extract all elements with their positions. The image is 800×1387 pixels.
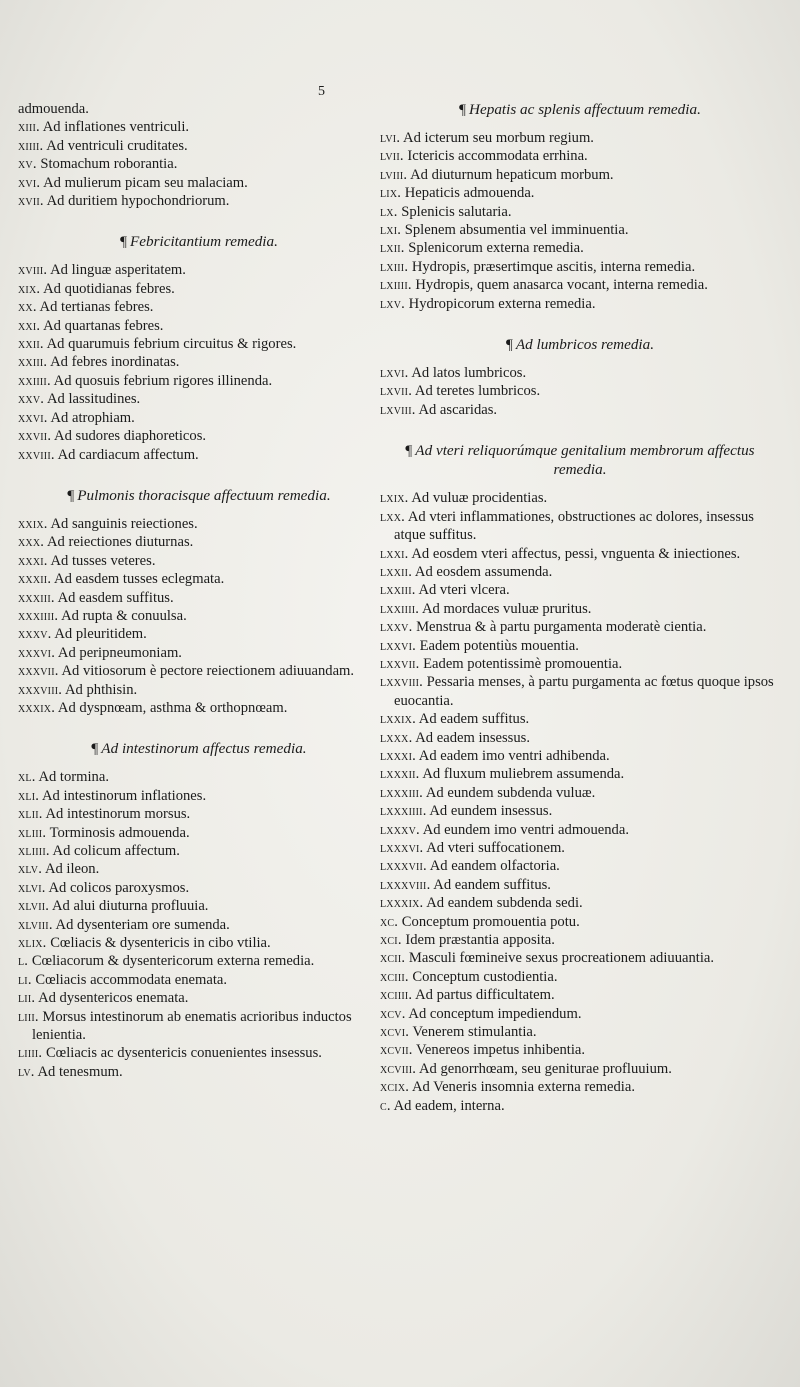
entry-number: xv. (18, 156, 37, 173)
index-entry (18, 768, 380, 786)
section-heading-text: Ad intestinorum affectus remedia. (101, 740, 307, 758)
index-entry (380, 295, 780, 313)
index-entry (18, 805, 380, 823)
entry-text: Ad vuluæ procidentias. (411, 490, 548, 507)
index-entry (380, 839, 780, 857)
entry-number: xvii. (18, 193, 44, 210)
section-heading (18, 232, 380, 251)
index-entry (18, 1008, 380, 1045)
entry-number: xxxvi. (18, 644, 56, 661)
index-entry (18, 989, 380, 1007)
index-entry (380, 545, 780, 563)
entry-number: xcvii. (380, 1042, 413, 1059)
entry-text: Ad quotidianas febres. (43, 280, 175, 297)
index-entry (380, 784, 780, 802)
index-entry (18, 353, 380, 371)
index-entry (380, 857, 780, 875)
entry-text: Ad mordaces vuluæ pruritus. (421, 600, 592, 617)
entry-number: lv. (18, 1063, 35, 1080)
entry-number: xcvi. (380, 1024, 410, 1041)
index-entry (380, 147, 780, 165)
index-entry (18, 372, 380, 390)
entry-number: xcii. (380, 950, 406, 967)
section-gap (18, 717, 380, 739)
index-entry (380, 710, 780, 728)
index-entry (18, 699, 380, 717)
index-entry (380, 239, 780, 257)
entry-number: xxxviii. (18, 681, 63, 698)
entry-text: Ad eadem insessus. (415, 729, 530, 746)
index-entry (380, 949, 780, 967)
entry-text: Cœliacis & dysentericis in cibo vtilia. (50, 935, 271, 952)
entry-text: Ad phthisin. (64, 681, 138, 698)
entry-number: xlv. (18, 861, 43, 878)
entry-text: Ad peripneumoniam. (57, 644, 182, 661)
index-entry (380, 673, 780, 710)
entry-text: Hydropis, quem anasarca vocant, interna remedia. (415, 277, 708, 294)
entry-number: xviii. (18, 262, 48, 279)
entry-number: xliii. (18, 824, 47, 841)
index-entry (18, 952, 380, 970)
entry-text: Pessaria menses, à partu purgamenta ac fœtus quoque ipsos euocantia. (394, 674, 774, 709)
entry-number: xxi. (18, 317, 41, 334)
entry-number: lxvii. (380, 383, 413, 400)
entry-number: xxiii. (18, 354, 48, 371)
entry-text: Splenem absumentia vel imminuentia. (404, 222, 629, 239)
entry-text: Ad sudores diaphoreticos. (54, 428, 207, 445)
entry-number: lvi. (380, 130, 401, 146)
index-entry (380, 563, 780, 581)
section-gap (380, 479, 780, 489)
entry-text: Ad dyspnœam, asthma & orthopnœam. (57, 699, 288, 716)
entry-text: Venerem stimulantia. (412, 1024, 537, 1041)
entry-text: Menstrua & à partu purgamenta moderatè cientia. (416, 619, 707, 636)
entry-number: lxxxvi. (380, 840, 424, 856)
entry-number: xciii. (380, 968, 409, 985)
entry-number: xl. (18, 769, 36, 786)
index-entry (380, 1023, 780, 1041)
entry-number: xxxi. (18, 552, 48, 569)
entry-text: Ad linguæ asperitatem. (50, 262, 186, 279)
index-entry (380, 802, 780, 820)
pilcrow-icon: ¶ (405, 442, 413, 460)
entry-number: lxxxix. (380, 895, 424, 912)
entry-number: xlvi. (18, 879, 46, 896)
index-entry (380, 489, 780, 507)
section-gap (380, 419, 780, 441)
entry-text: Ad febres inordinatas. (50, 354, 180, 371)
index-entry (18, 552, 380, 570)
entry-text: Ad quartanas febres. (43, 317, 164, 334)
section-gap (18, 210, 380, 232)
section-heading (18, 739, 380, 758)
entry-number: xiii. (18, 119, 40, 136)
entry-number: xxix. (18, 515, 48, 532)
index-entry (380, 821, 780, 839)
entry-text: Ad vteri inflammationes, obstructiones ac dolores, insessus atque suffitus. (394, 508, 754, 544)
section-gap (380, 354, 780, 364)
entry-text: Ad lassitudines. (46, 391, 141, 408)
entry-text: Masculi fœmineive sexus procreationem adiuuantia. (408, 950, 715, 967)
index-entry (380, 581, 780, 599)
entry-number: lxxxviii. (380, 876, 431, 893)
index-entry (380, 765, 780, 783)
entry-text: Hepaticis admouenda. (404, 185, 535, 202)
index-entry (18, 916, 380, 934)
entry-text: Hydropicorum externa remedia. (408, 295, 596, 312)
entry-text: Idem præstantia apposita. (405, 932, 555, 949)
entry-text: Ad alui diuturna profluuia. (52, 898, 209, 915)
entry-text: Ad eosdem assumenda. (414, 563, 553, 580)
entry-number: xx. (18, 299, 37, 316)
entry-text: Ad eandem subdenda sedi. (426, 895, 583, 912)
index-entry (18, 137, 380, 155)
index-entry (380, 258, 780, 276)
entry-text: Ad dysentericos enemata. (38, 990, 189, 1007)
entry-number: lxi. (380, 222, 402, 239)
entry-number: lxxvi. (380, 637, 416, 654)
entry-number: xxxiiii. (18, 607, 59, 624)
index-entry (380, 1078, 780, 1096)
section-heading (380, 100, 780, 119)
entry-text: Ad tertianas febres. (39, 299, 154, 316)
entry-number: xxii. (18, 336, 44, 353)
entry-text: Ad teretes lumbricos. (414, 383, 541, 400)
entry-text: Ad diuturnum hepaticum morbum. (410, 166, 614, 183)
index-entry (18, 515, 380, 533)
entry-number: xli. (18, 787, 40, 804)
entry-number: lxviii. (380, 401, 416, 418)
entry-number: lxxviii. (380, 674, 424, 691)
section-gap (380, 313, 780, 335)
section-heading-text: Ad vteri reliquorúmque genitalium membrorum affectus remedia. (415, 442, 755, 479)
index-entry (380, 508, 780, 545)
pilcrow-icon: ¶ (505, 336, 513, 354)
entry-text: Torminosis admouenda. (49, 824, 190, 841)
section-gap (18, 758, 380, 768)
entry-number: lxxxiii. (380, 784, 424, 801)
entry-text: Hydropis, præsertimque ascitis, interna remedia. (411, 258, 696, 275)
section-gap (18, 251, 380, 261)
index-entry (18, 934, 380, 952)
entry-text: Cœliacis accommodata enemata. (35, 971, 228, 988)
entry-number: xxxii. (18, 571, 52, 588)
entry-number: lxxxiiii. (380, 803, 427, 820)
index-entry (18, 118, 380, 136)
section-heading (380, 441, 780, 479)
index-entry (18, 971, 380, 989)
pilcrow-icon: ¶ (67, 486, 75, 504)
entry-number: lxxxii. (380, 766, 420, 783)
entry-text: Ad atrophiam. (50, 409, 135, 426)
entry-number: lx. (380, 203, 398, 220)
entry-number: lxxxvii. (380, 858, 427, 875)
entry-text: Ad intestinorum morsus. (45, 806, 191, 823)
left-column (18, 100, 380, 1081)
index-entry (380, 1005, 780, 1023)
index-entry (18, 681, 380, 699)
right-column (380, 100, 780, 1115)
entry-text: Ad ascaridas. (418, 401, 498, 418)
index-entry (380, 747, 780, 765)
index-entry (18, 261, 380, 279)
entry-number: lix. (380, 185, 402, 202)
entry-text: Ad tormina. (38, 769, 109, 786)
entry-text: Ad vitiosorum è pectore reiectionem adiuuandam. (61, 663, 355, 680)
index-entry (18, 100, 380, 118)
entry-text: Ad quarumuis febrium circuitus & rigores. (46, 336, 297, 353)
entry-text: Ad rupta & conuulsa. (61, 607, 187, 624)
entry-number: xvi. (18, 174, 41, 191)
entry-text: Ad tusses veteres. (50, 552, 156, 569)
entry-text: Ad Veneris insomnia externa remedia. (411, 1079, 635, 1096)
section-heading (18, 486, 380, 505)
index-entry (18, 533, 380, 551)
entry-number: lxxxv. (380, 821, 420, 838)
index-entry (18, 174, 380, 192)
section-gap (380, 119, 780, 129)
entry-text: Ad dysenteriam ore sumenda. (55, 916, 230, 933)
entry-number: lii. (18, 990, 36, 1007)
index-entry (18, 625, 380, 643)
index-entry (18, 446, 380, 464)
entry-number: xlii. (18, 806, 43, 823)
index-entry (380, 986, 780, 1004)
entry-text: Ictericis accommodata errhina. (407, 148, 588, 165)
entry-text: Ad eadem, interna. (393, 1097, 505, 1114)
index-entry (18, 155, 380, 173)
index-entry (380, 1060, 780, 1078)
index-entry (380, 129, 780, 147)
index-entry (18, 787, 380, 805)
index-entry (380, 931, 780, 949)
entry-number: xxxiii. (18, 589, 55, 606)
entry-text: Conceptum custodientia. (412, 968, 558, 985)
entry-number: c. (380, 1097, 391, 1114)
entry-text: Ad latos lumbricos. (411, 365, 527, 382)
entry-number: xxxvii. (18, 663, 59, 680)
entry-number: l. (18, 953, 29, 970)
index-entry (18, 317, 380, 335)
section-gap (18, 464, 380, 486)
entry-text: Ad eandem olfactoria. (429, 858, 560, 875)
section-heading-text: Febricitantium remedia. (129, 233, 278, 251)
section-gap (18, 505, 380, 515)
index-entry (380, 221, 780, 239)
entry-number: xcix. (380, 1079, 410, 1096)
entry-text: Ad conceptum impediendum. (408, 1005, 582, 1022)
entry-number: xxvii. (18, 428, 52, 445)
entry-text: Eadem potentissimè promouentia. (423, 655, 623, 672)
entry-text: Ad eandem suffitus. (433, 876, 551, 893)
section-heading-text: Ad lumbricos remedia. (515, 336, 655, 354)
index-entry (380, 1097, 780, 1115)
index-entry (18, 1044, 380, 1062)
entry-number: xxxix. (18, 699, 56, 716)
section-heading-text: Pulmonis thoracisque affectuum remedia. (77, 486, 331, 504)
entry-number: xlvii. (18, 898, 50, 915)
entry-text: Ad colicos paroxysmos. (48, 879, 190, 896)
index-entry (380, 401, 780, 419)
index-entry (18, 390, 380, 408)
entry-number: xxx. (18, 534, 45, 551)
entry-text: Ad eosdem vteri affectus, pessi, vnguenta & iniectiones. (411, 545, 741, 562)
entry-text: Ad duritiem hypochondriorum. (46, 193, 230, 210)
entry-text: Ad eadem suffitus. (418, 711, 530, 728)
entry-number: lxv. (380, 295, 406, 312)
entry-text: admouenda. (18, 101, 89, 117)
entry-text: Ad vteri vlcera. (418, 582, 510, 599)
entry-number: xliiii. (18, 843, 50, 859)
entry-number: lxxxi. (380, 747, 416, 764)
entry-text: Ad ventriculi cruditates. (46, 137, 188, 154)
entry-number: lxix. (380, 490, 409, 507)
entry-number: xxxv. (18, 626, 52, 643)
index-entry (18, 879, 380, 897)
index-entry (380, 166, 780, 184)
entry-text: Splenicorum externa remedia. (408, 240, 584, 257)
entry-number: xxv. (18, 391, 45, 408)
index-entry (18, 842, 380, 860)
entry-text: Stomachum roborantia. (40, 156, 178, 173)
entry-number: xxiiii. (18, 372, 51, 389)
entry-number: xlviii. (18, 916, 53, 933)
entry-text: Ad pleuritidem. (54, 626, 147, 643)
entry-text: Cœliacorum & dysentericorum externa remedia. (31, 953, 315, 970)
entry-number: lvii. (380, 148, 404, 165)
entry-text: Ad tenesmum. (37, 1063, 123, 1080)
entry-text: Ad icterum seu morbum regium. (403, 130, 594, 146)
index-entry (18, 427, 380, 445)
index-entry (380, 894, 780, 912)
entry-text: Ad eundem imo ventri admouenda. (422, 821, 629, 838)
entry-number: xcv. (380, 1005, 406, 1022)
entry-number: lxxiiii. (380, 600, 420, 617)
entry-number: lxxiii. (380, 582, 416, 599)
entry-text: Cœliacis ac dysentericis conuenientes insessus. (45, 1045, 322, 1062)
index-entry (380, 655, 780, 673)
section-heading-text: Hepatis ac splenis affectuum remedia. (469, 101, 701, 118)
entry-number: xlix. (18, 935, 47, 952)
entry-text: Ad eadem imo ventri adhibenda. (418, 747, 610, 764)
entry-text: Ad inflationes ventriculi. (42, 119, 190, 136)
entry-text: Ad quosuis febrium rigores illinenda. (53, 372, 273, 389)
entry-text: Ad easdem suffitus. (57, 589, 174, 606)
index-entry (18, 607, 380, 625)
entry-number: lxxv. (380, 619, 413, 636)
index-entry (380, 968, 780, 986)
entry-number: xix. (18, 280, 41, 297)
entry-number: xxviii. (18, 446, 55, 463)
entry-text: Conceptum promouentia potu. (401, 913, 580, 930)
entry-number: lxiiii. (380, 277, 412, 294)
index-entry (18, 192, 380, 210)
index-entry (380, 729, 780, 747)
index-entry (380, 913, 780, 931)
entry-number: lxxii. (380, 563, 413, 580)
index-entry (18, 409, 380, 427)
index-entry (18, 824, 380, 842)
entry-number: xxvi. (18, 409, 48, 426)
entry-text: Ad cardiacum affectum. (57, 446, 199, 463)
entry-text: Ad colicum affectum. (52, 843, 180, 859)
entry-number: lxxix. (380, 711, 416, 728)
index-entry (18, 644, 380, 662)
folio-number: 5 (318, 84, 325, 99)
index-entry (380, 184, 780, 202)
entry-number: xciiii. (380, 987, 413, 1004)
entry-number: lviii. (380, 166, 408, 183)
entry-number: liiii. (18, 1045, 43, 1062)
entry-number: li. (18, 971, 32, 988)
entry-text: Ad easdem tusses eclegmata. (54, 571, 225, 588)
index-entry (18, 860, 380, 878)
entry-number: lxxi. (380, 545, 409, 562)
pilcrow-icon: ¶ (120, 233, 127, 251)
entry-number: lxx. (380, 508, 406, 525)
entry-text: Venereos impetus inhibentia. (416, 1042, 586, 1059)
entry-text: Ad mulierum picam seu malaciam. (43, 174, 248, 191)
entry-number: xc. (380, 913, 399, 930)
entry-text: Ad fluxum muliebrem assumenda. (422, 766, 625, 783)
entry-text: Ad eundem subdenda vuluæ. (425, 784, 596, 801)
index-entry (380, 876, 780, 894)
entry-number: lxiii. (380, 258, 409, 275)
entry-text: Ad reiectiones diuturnas. (46, 534, 194, 551)
index-entry (18, 280, 380, 298)
index-entry (380, 600, 780, 618)
entry-number: xci. (380, 932, 402, 949)
index-entry (18, 298, 380, 316)
index-entry (18, 1063, 380, 1081)
index-entry (380, 382, 780, 400)
index-entry (380, 203, 780, 221)
pilcrow-icon: ¶ (459, 101, 467, 118)
index-entry (18, 589, 380, 607)
entry-text: Ad vteri suffocationem. (426, 840, 565, 856)
index-entry (380, 618, 780, 636)
entry-text: Ad ileon. (44, 861, 100, 878)
entry-text: Ad partus difficultatem. (415, 987, 555, 1004)
entry-number: xcviii. (380, 1060, 417, 1077)
entry-text: Ad genorrhœam, seu geniturae profluuium. (419, 1060, 672, 1077)
index-entry (380, 276, 780, 294)
entry-number: liii. (18, 1008, 39, 1025)
entry-number: lxxx. (380, 729, 413, 746)
index-entry (380, 1041, 780, 1059)
index-entry (18, 335, 380, 353)
entry-number: lxxvii. (380, 655, 420, 672)
index-entry (380, 364, 780, 382)
index-entry (18, 897, 380, 915)
index-entry (380, 637, 780, 655)
entry-text: Splenicis salutaria. (401, 203, 512, 220)
entry-text: Ad intestinorum inflationes. (41, 787, 207, 804)
entry-text: Ad sanguinis reiectiones. (50, 515, 198, 532)
index-entry (18, 662, 380, 680)
section-heading (380, 335, 780, 354)
entry-text: Ad eundem insessus. (429, 803, 553, 820)
index-entry (18, 570, 380, 588)
entry-number: lxvi. (380, 365, 409, 382)
entry-text: Morsus intestinorum ab enematis acrioribus inductos lenientia. (32, 1008, 352, 1044)
pilcrow-icon: ¶ (91, 740, 99, 758)
entry-text: Eadem potentiùs mouentia. (419, 637, 579, 654)
entry-number: xiiii. (18, 137, 44, 154)
entry-number: lxii. (380, 240, 405, 257)
